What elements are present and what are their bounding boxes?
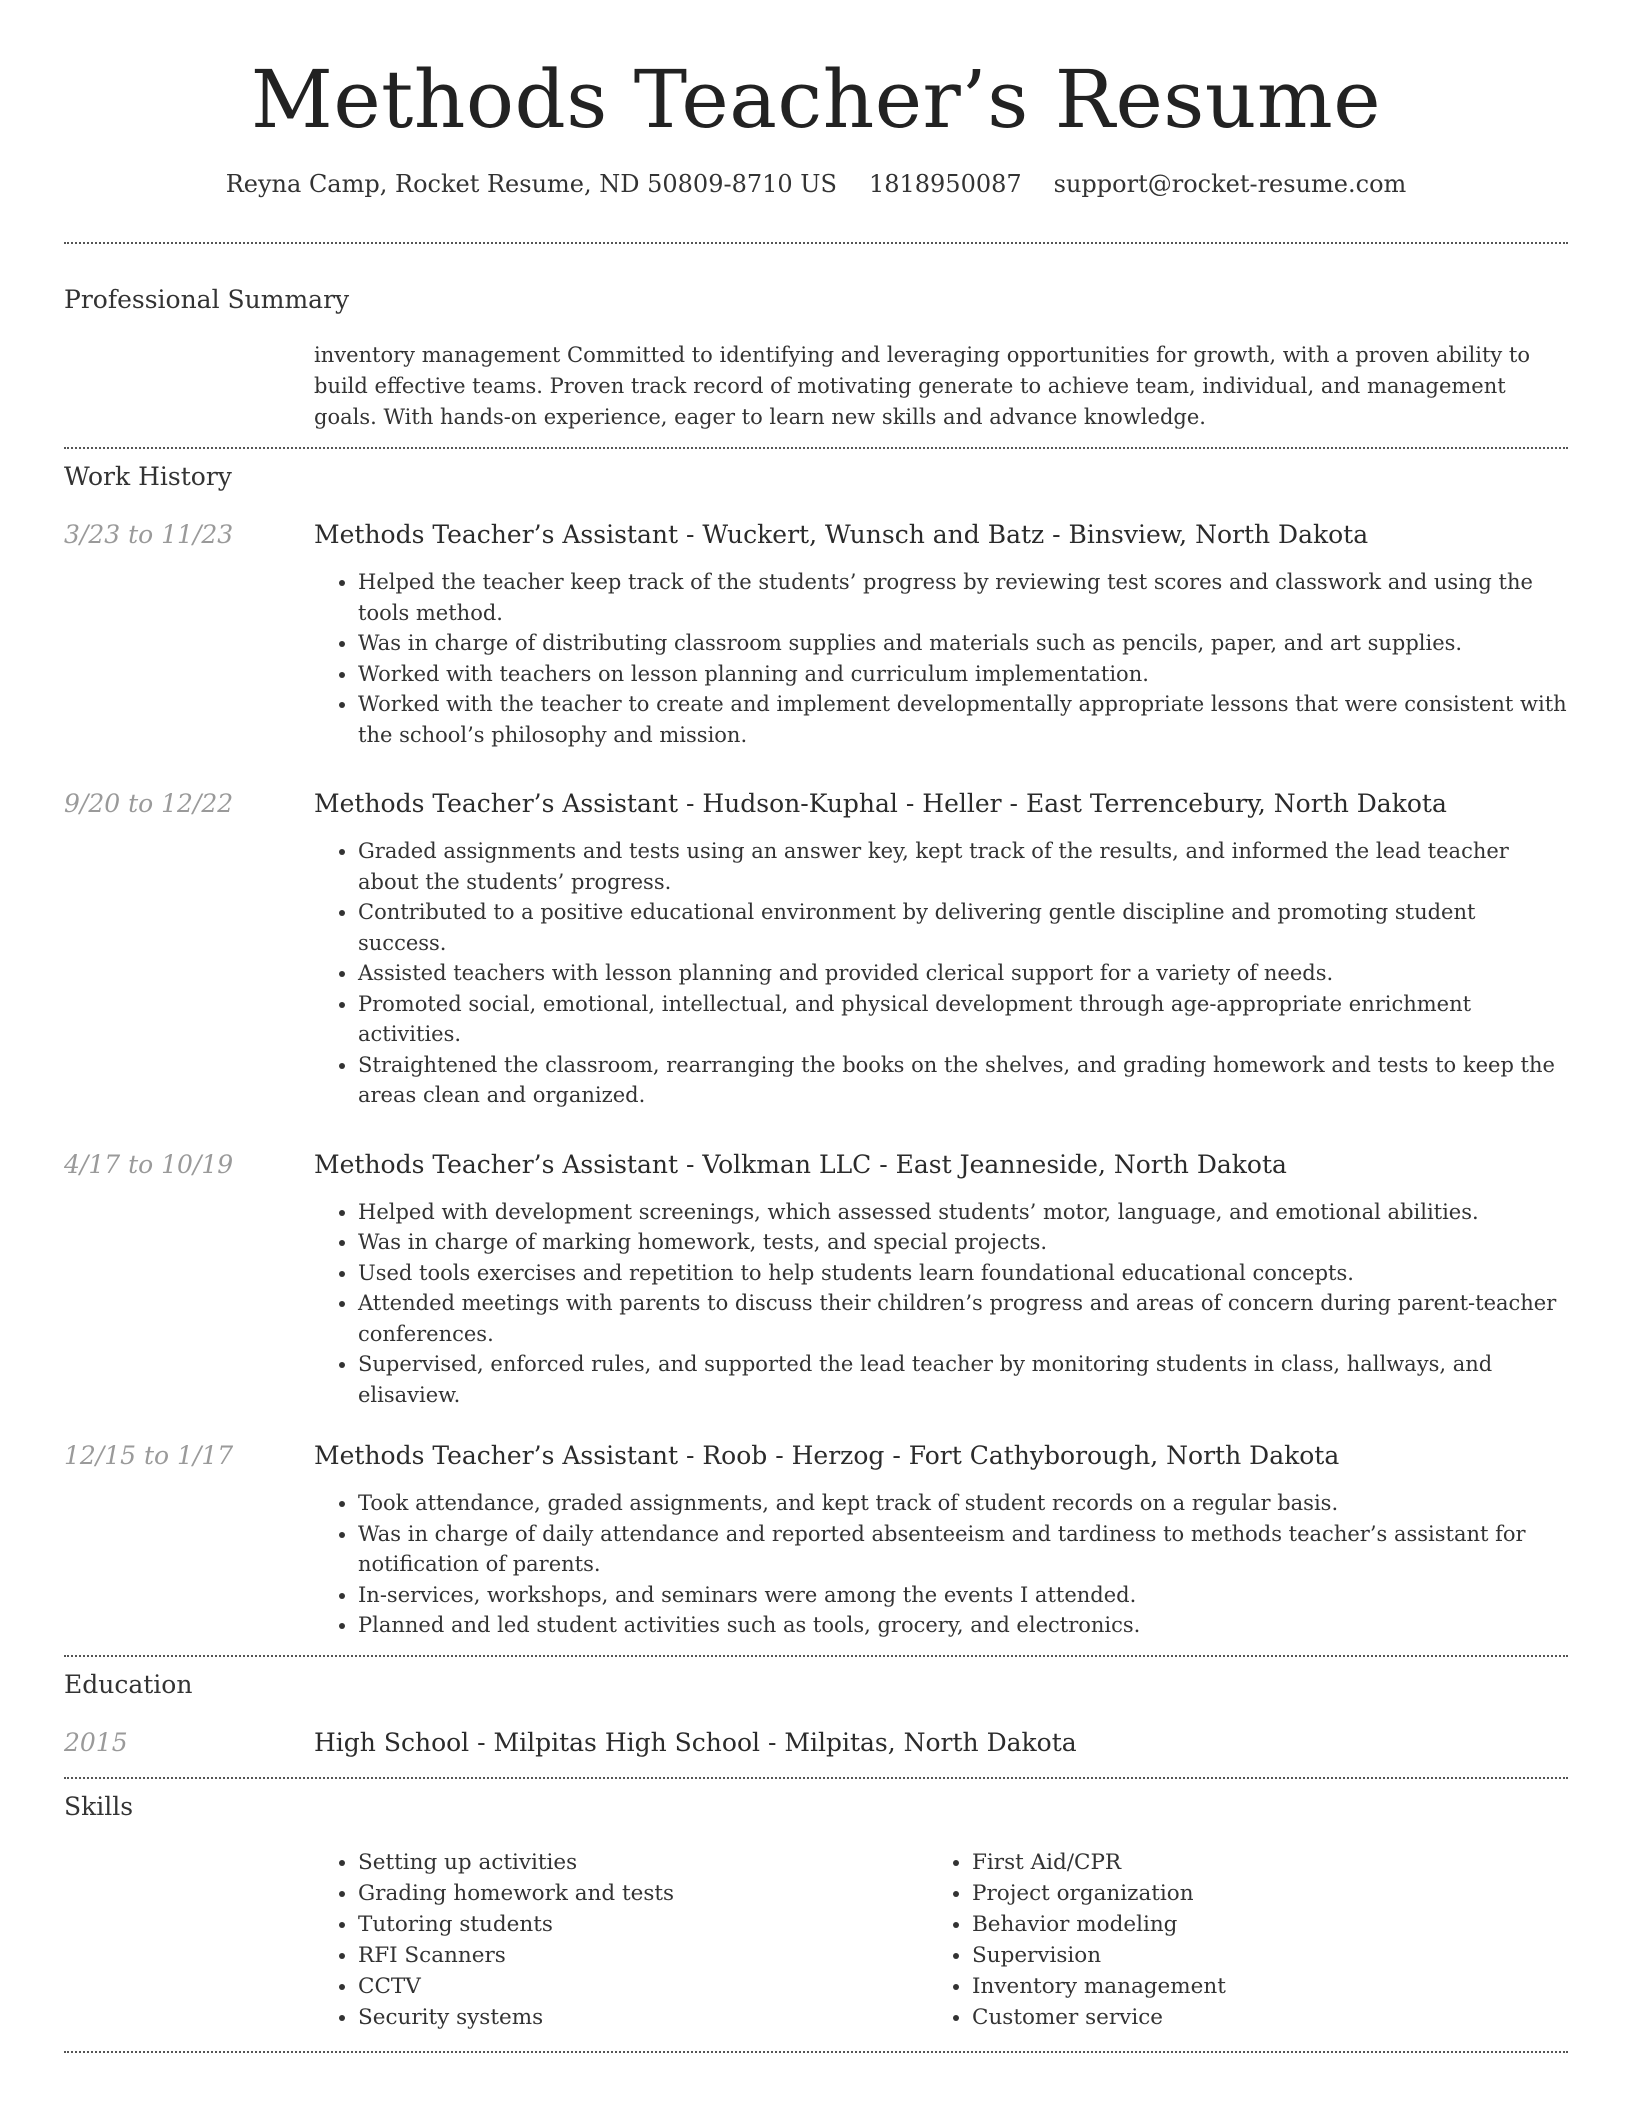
- job-bullet: • Graded assignments and tests using an answer key, kept track of the results, and informed the lead teacher about the students’ progress.: [358, 836, 1568, 897]
- skill-item: • First Aid/CPR: [972, 1847, 1542, 1878]
- job-entry: [64, 1149, 1568, 1411]
- job-dates: 9/20 to 12/22: [64, 789, 234, 818]
- job-bullet: • Used tools exercises and repetition to help students learn foundational educational concepts.: [358, 1258, 1568, 1289]
- education-heading: Education: [64, 1669, 193, 1699]
- skill-item: • Customer service: [972, 2002, 1542, 2033]
- skill-item: • Grading homework and tests: [358, 1878, 928, 1909]
- summary-heading: Professional Summary: [64, 285, 350, 314]
- skills-list-left: [314, 1847, 928, 2033]
- summary-text: inventory management Committed to identifying and leveraging opportunities for growth, with a proven ability to build effective teams. Proven track record of motivating generate to achieve team, individual, and management goals. With hands-on experience, eager to learn new skills and advance knowledge.: [314, 343, 1531, 429]
- job-title: Methods Teacher’s Assistant - Hudson-Kuphal - Heller - East Terrencebury, North Dakota: [314, 789, 1447, 818]
- job-title: Methods Teacher’s Assistant - Roob - Herzog - Fort Cathyborough, North Dakota: [314, 1441, 1340, 1470]
- skill-item: • Behavior modeling: [972, 1909, 1542, 1940]
- job-title: Methods Teacher’s Assistant - Wuckert, Wunsch and Batz - Binsview, North Dakota: [314, 520, 1369, 549]
- job-bullet: • Worked with the teacher to create and implement developmentally appropriate lessons that were consistent with the school’s philosophy and mission.: [358, 689, 1568, 750]
- job-bullet: • Took attendance, graded assignments, and kept track of student records on a regular basis.: [358, 1488, 1568, 1519]
- skills-heading: Skills: [64, 1791, 134, 1821]
- skill-item: • Setting up activities: [358, 1847, 928, 1878]
- skill-item: • Security systems: [358, 2002, 928, 2033]
- contact-phone: 1818950087: [868, 170, 1022, 198]
- job-bullet: • Was in charge of distributing classroom supplies and materials such as pencils, paper, and art supplies.: [358, 628, 1568, 659]
- job-bullet: • Worked with teachers on lesson planning and curriculum implementation.: [358, 659, 1568, 690]
- job-bullet: • Was in charge of daily attendance and reported absenteeism and tardiness to methods teacher’s assistant for notification of parents.: [358, 1519, 1568, 1580]
- work-divider: [64, 1655, 1568, 1657]
- job-entry: [64, 788, 1568, 1111]
- job-dates: 12/15 to 1/17: [64, 1441, 234, 1470]
- job-bullets: [314, 567, 1568, 750]
- skill-item: • Inventory management: [972, 1971, 1542, 2002]
- job-bullets: [314, 1488, 1568, 1641]
- job-bullet: • Assisted teachers with lesson planning and provided clerical support for a variety of needs.: [358, 958, 1568, 989]
- page-title: Methods Teacher’s Resume: [250, 53, 1382, 146]
- education-year: 2015: [64, 1727, 128, 1757]
- job-bullet: • Contributed to a positive educational environment by delivering gentle discipline and promoting student success.: [358, 897, 1568, 958]
- contact-address: Reyna Camp, Rocket Resume, ND 50809-8710 US: [225, 170, 837, 198]
- contact-line: [64, 168, 1568, 200]
- contact-email: support@rocket-resume.com: [1053, 170, 1407, 198]
- skills-list-right: [928, 1847, 1542, 2033]
- job-bullet: • In-services, workshops, and seminars were among the events I attended.: [358, 1580, 1568, 1611]
- summary-divider: [64, 447, 1568, 449]
- job-bullet: • Helped the teacher keep track of the students’ progress by reviewing test scores and classwork and using the tools method.: [358, 567, 1568, 628]
- job-bullet: • Planned and led student activities such as tools, grocery, and electronics.: [358, 1610, 1568, 1641]
- job-title: Methods Teacher’s Assistant - Volkman LLC - East Jeanneside, North Dakota: [314, 1149, 1287, 1179]
- summary-row: [64, 340, 1568, 433]
- job-bullet: • Straightened the classroom, rearranging the books on the shelves, and grading homework and tests to keep the areas clean and organized.: [358, 1050, 1568, 1111]
- education-divider: [64, 1777, 1568, 1779]
- resume-page: [64, 0, 1568, 2053]
- job-entry: [64, 519, 1568, 750]
- header-divider: [64, 242, 1568, 244]
- job-entry: [64, 1440, 1568, 1641]
- work-heading: Work History: [64, 462, 232, 491]
- skill-item: • CCTV: [358, 1971, 928, 2002]
- job-bullets: [314, 1197, 1568, 1411]
- job-dates: 3/23 to 11/23: [64, 520, 234, 549]
- job-bullet: • Was in charge of marking homework, tests, and special projects.: [358, 1227, 1568, 1258]
- job-bullet: • Attended meetings with parents to discuss their children’s progress and areas of concern during parent-teacher conferences.: [358, 1288, 1568, 1349]
- skills-row: [64, 1847, 1568, 2033]
- summary-spacer: [64, 340, 314, 433]
- skill-item: • Project organization: [972, 1878, 1542, 1909]
- skill-item: • RFI Scanners: [358, 1940, 928, 1971]
- skill-item: • Supervision: [972, 1940, 1542, 1971]
- education-title: High School - Milpitas High School - Milpitas, North Dakota: [314, 1727, 1077, 1757]
- job-bullets: [314, 836, 1568, 1111]
- education-entry: [64, 1727, 1568, 1759]
- job-bullet: • Helped with development screenings, which assessed students’ motor, language, and emotional abilities.: [358, 1197, 1568, 1228]
- job-dates: 4/17 to 10/19: [64, 1149, 234, 1179]
- skills-spacer: [64, 1847, 314, 2033]
- skills-divider: [64, 2051, 1568, 2053]
- job-bullet: • Supervised, enforced rules, and supported the lead teacher by monitoring students in class, hallways, and elisaview.: [358, 1349, 1568, 1410]
- job-bullet: • Promoted social, emotional, intellectual, and physical development through age-appropriate enrichment activities.: [358, 989, 1568, 1050]
- skill-item: • Tutoring students: [358, 1909, 928, 1940]
